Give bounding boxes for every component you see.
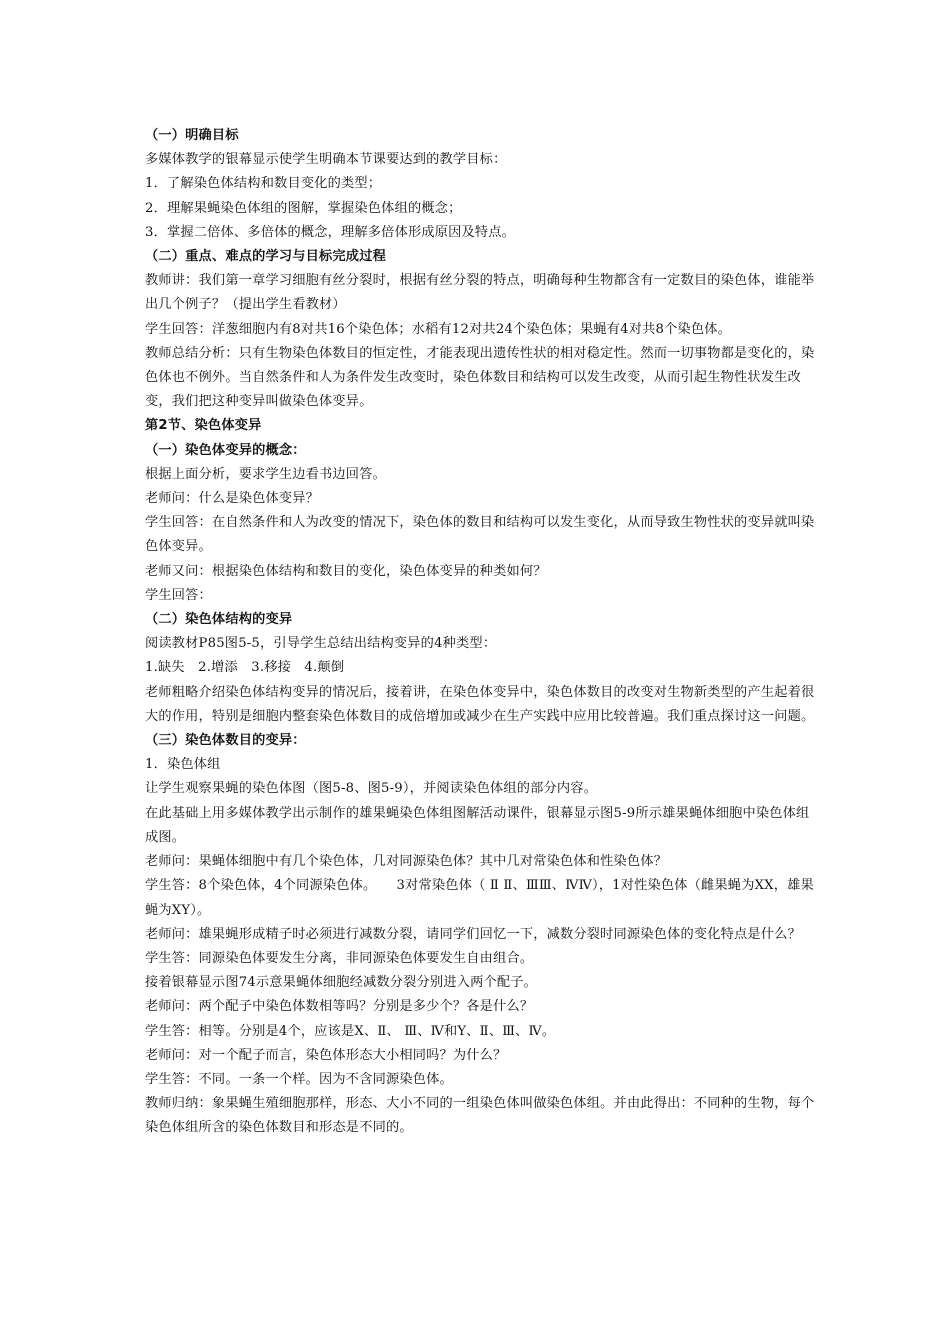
paragraph: 学生答：8个染色体，4个同源染色体。 3对常染色体（ Ⅱ Ⅱ、ⅢⅢ、ⅣⅣ），1对性染色体（雌果蝇为XX，雄果蝇为XY）。: [145, 878, 814, 918]
document-page: [145, 124, 815, 1141]
section-heading: （一）染色体变异的概念：: [145, 442, 306, 458]
section-heading: （二）重点、难点的学习与目标完成过程: [145, 249, 386, 265]
paragraph: 多媒体教学的银幕显示使学生明确本节课要达到的教学目标：: [145, 152, 507, 168]
list-item: 1.缺失 2.增添 3.移接 4.颠倒: [145, 660, 345, 676]
paragraph: 教师总结分析：只有生物染色体数目的恒定性，才能表现出遗传性状的相对稳定性。然而一切事物都是变化的，染色体也不例外。当自然条件和人为条件发生改变时，染色体数目和结构可以发生改变，从而引起生物性状发生改变，我们把这种变异叫做染色体变异。: [145, 345, 815, 410]
paragraph: 学生答：同源染色体要发生分离，非同源染色体要发生自由组合。: [145, 950, 534, 966]
paragraph: 让学生观察果蝇的染色体图（图5-8、图5-9），并阅读染色体组的部分内容。: [145, 781, 598, 797]
section-heading: （三）染色体数目的变异：: [145, 733, 306, 749]
paragraph: 学生答：相等。分别是4个，应该是X、Ⅱ、 Ⅲ、Ⅳ和Y、Ⅱ、Ⅲ、Ⅳ。: [145, 1023, 556, 1039]
chapter-heading: 第2节、染色体变异: [145, 418, 262, 434]
paragraph: 学生回答：在自然条件和人为改变的情况下，染色体的数目和结构可以发生变化，从而导致生物性状的变异就叫染色体变异。: [145, 515, 815, 555]
paragraph: 学生回答：: [145, 587, 212, 603]
paragraph: 学生回答：洋葱细胞内有8对共16个染色体；水稻有12对共24个染色体；果蝇有4对共8个染色体。: [145, 321, 732, 337]
paragraph: 老师问：什么是染色体变异？: [145, 491, 320, 507]
section-heading: （二）染色体结构的变异: [145, 612, 293, 628]
list-item: 1．了解染色体结构和数目变化的类型；: [145, 176, 382, 192]
subsection-heading: 1．染色体组: [145, 757, 221, 773]
paragraph: 老师问：两个配子中染色体数相等吗？分别是多少个？各是什么？: [145, 999, 534, 1015]
paragraph: 老师问：果蝇体细胞中有几个染色体，几对同源染色体？其中几对常染色体和性染色体？: [145, 854, 668, 870]
paragraph: 教师归纳：象果蝇生殖细胞那样，形态、大小不同的一组染色体叫做染色体组。并由此得出：不同种的生物，每个染色体组所含的染色体数目和形态是不同的。: [145, 1096, 815, 1136]
paragraph: 阅读教材P85图5-5，引导学生总结出结构变异的4种类型：: [145, 636, 497, 652]
section-heading: （一）明确目标: [145, 128, 239, 143]
paragraph: 根据上面分析，要求学生边看书边回答。: [145, 466, 386, 482]
paragraph: 在此基础上用多媒体教学出示制作的雄果蝇染色体组图解活动课件，银幕显示图5-9所示雄果蝇体细胞中染色体组成图。: [145, 805, 810, 845]
paragraph: 老师粗略介绍染色体结构变异的情况后，接着讲，在染色体变异中，染色体数目的改变对生物新类型的产生起着很大的作用，特别是细胞内整套染色体数目的成倍增加或减少在生产实践中应用比较普遍。我们重点探讨这一问题。: [145, 684, 815, 724]
list-item: 3．掌握二倍体、多倍体的概念，理解多倍体形成原因及特点。: [145, 224, 516, 240]
paragraph: 老师问：雄果蝇形成精子时必须进行减数分裂，请同学们回忆一下，减数分裂时同源染色体的变化特点是什么？: [145, 926, 801, 942]
paragraph: 老师问：对一个配子而言，染色体形态大小相同吗？为什么？: [145, 1047, 507, 1063]
paragraph: 老师又问：根据染色体结构和数目的变化，染色体变异的种类如何？: [145, 563, 547, 579]
list-item: 2．理解果蝇染色体组的图解，掌握染色体组的概念；: [145, 200, 462, 216]
paragraph: 学生答：不同。一条一个样。因为不含同源染色体。: [145, 1071, 453, 1087]
paragraph: 接着银幕显示图74示意果蝇体细胞经减数分裂分别进入两个配子。: [145, 975, 538, 991]
paragraph: 教师讲：我们第一章学习细胞有丝分裂时，根据有丝分裂的特点，明确每种生物都含有一定数目的染色体，谁能举出几个例子？（提出学生看教材）: [145, 273, 815, 313]
